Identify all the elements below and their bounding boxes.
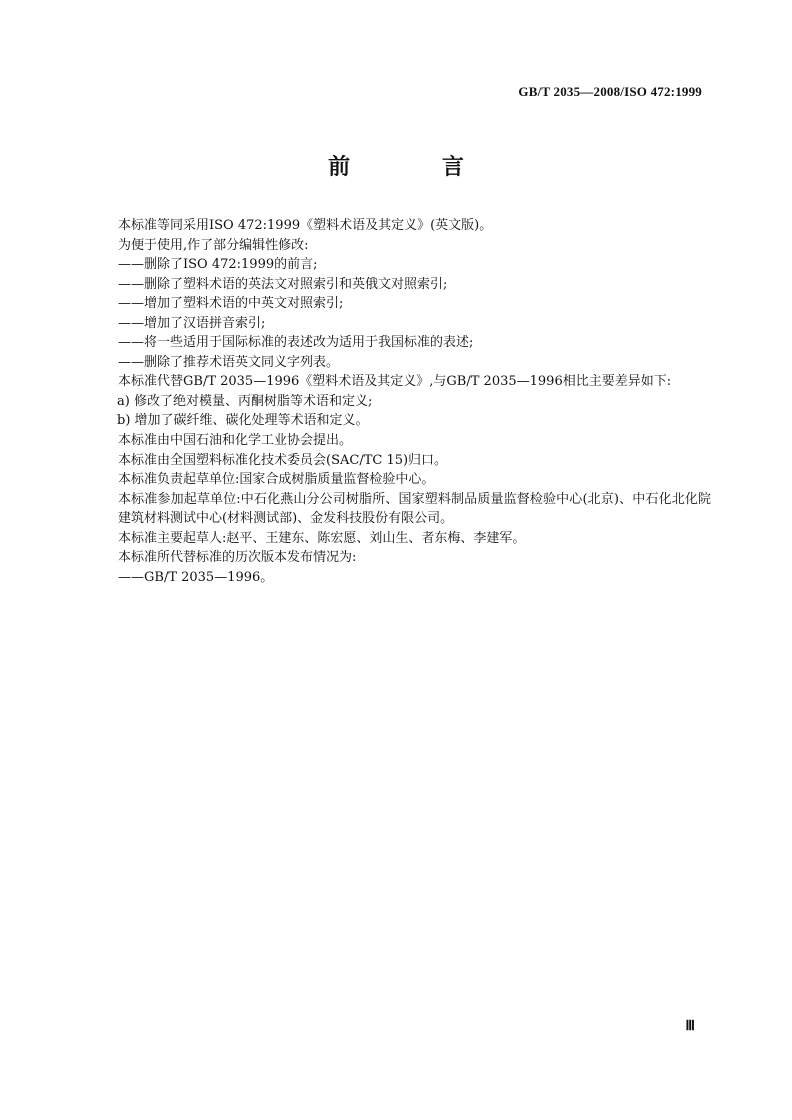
list-item: ——删除了ISO 472:1999的前言; (118, 257, 318, 273)
paragraph: 为便于使用,作了部分编辑性修改: (118, 237, 309, 253)
list-item: ——增加了汉语拼音索引; (118, 315, 266, 331)
paragraph: 本标准由中国石油和化学工业协会提出。 (118, 433, 353, 449)
list-item: b) 增加了碳纤维、碳化处理等术语和定义。 (117, 413, 369, 429)
list-item: ——增加了塑料术语的中英文对照索引; (118, 296, 344, 312)
list-item: ——GB/T 2035—1996。 (118, 569, 274, 585)
foreword-body (91, 216, 711, 587)
standard-code: GB/T 2035—2008/ISO 472:1999 (518, 84, 702, 99)
list-item: a) 修改了绝对模量、丙酮树脂等术语和定义; (117, 393, 373, 409)
paragraph: 本标准参加起草单位:中石化燕山分公司树脂所、国家塑料制品质量监督检验中心(北京)、中石化北化院建筑材料测试中心(材料测试部)、金发科技股份有限公司。 (118, 491, 711, 527)
paragraph: 本标准主要起草人:赵平、王建东、陈宏愿、刘山生、者东梅、李建军。 (118, 530, 526, 546)
paragraph: 本标准等同采用ISO 472:1999《塑料术语及其定义》(英文版)。 (118, 218, 493, 233)
list-item: ——删除了塑料术语的英法文对照索引和英俄文对照索引; (118, 276, 448, 292)
paragraph: 本标准代替GB/T 2035—1996《塑料术语及其定义》,与GB/T 2035—1996相比主要差异如下: (118, 374, 672, 390)
list-item: ——删除了推荐术语英文同义字列表。 (118, 354, 340, 370)
paragraph: 本标准由全国塑料标准化技术委员会(SAC/TC 15)归口。 (118, 452, 448, 468)
page-title: 前 言 (328, 155, 506, 180)
page-number: Ⅲ (685, 1019, 695, 1034)
paragraph: 本标准负责起草单位:国家合成树脂质量监督检验中心。 (118, 472, 435, 488)
list-item: ——将一些适用于国际标准的表述改为适用于我国标准的表述; (118, 335, 474, 351)
paragraph: 本标准所代替标准的历次版本发布情况为: (118, 550, 357, 566)
